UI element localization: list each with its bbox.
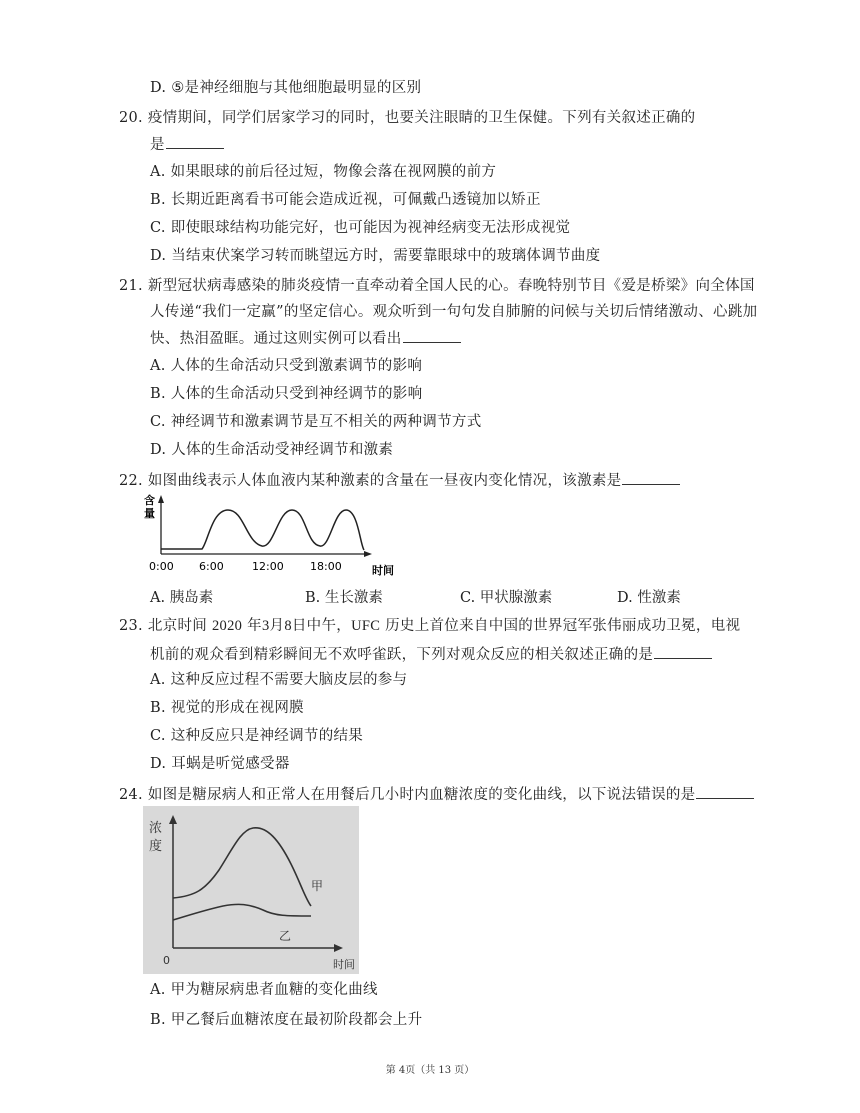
y-axis-arrow — [158, 495, 164, 503]
q23-option-b: B. 视觉的形成在视网膜 — [150, 700, 304, 716]
tick-12: 12:00 — [252, 560, 284, 573]
q23-stem-line1: 23. 北京时间 2020 年3月8日中午，UFC 历史上首位来自中国的世界冠军张伟丽成功卫冕，电视 — [119, 618, 741, 634]
q22-option-c: C. 甲状腺激素 — [460, 590, 553, 606]
q21-option-b: B. 人体的生命活动只受到神经调节的影响 — [150, 386, 423, 402]
q21-stem-line3: 快、热泪盈眶。通过这则实例可以看出 — [150, 328, 461, 349]
tick-18: 18:00 — [310, 560, 342, 573]
q23-stem-line2: 机前的观众看到精彩瞬间无不欢呼雀跃，下列对观众反应的相关叙述正确的是 — [150, 644, 712, 665]
x-axis-label: 时间 — [333, 958, 355, 971]
answer-blank — [166, 134, 224, 149]
y-axis-label-2: 量 — [144, 507, 155, 520]
q20-option-a: A. 如果眼球的前后径过短，物像会落在视网膜的前方 — [150, 164, 497, 180]
month: 3 — [261, 618, 270, 634]
answer-blank — [403, 328, 461, 343]
q22-option-a: A. 胰岛素 — [150, 590, 214, 606]
q22-stem: 22. 如图曲线表示人体血液内某种激素的含量在一昼夜内变化情况，该激素是 — [119, 470, 680, 491]
q24-option-a: A. 甲为糖尿病患者血糖的变化曲线 — [150, 982, 378, 998]
q22-option-b: B. 生长激素 — [305, 590, 383, 606]
q20-option-c: C. 即使眼球结构功能完好，也可能因为视神经病变无法形成视觉 — [150, 220, 571, 236]
scan-background — [143, 806, 359, 974]
answer-blank — [622, 470, 680, 485]
q21-option-c: C. 神经调节和激素调节是互不相关的两种调节方式 — [150, 414, 482, 430]
q20-option-b: B. 长期近距离看书可能会造成近视，可佩戴凸透镜加以矫正 — [150, 192, 541, 208]
tick-0: 0:00 — [149, 560, 174, 573]
y-axis-label-2: 度 — [149, 839, 163, 854]
q20-stem-line1: 20. 疫情期间，同学们居家学习的同时，也要关注眼睛的卫生保健。下列有关叙述正确的 — [119, 110, 696, 126]
q24-option-b: B. 甲乙餐后血糖浓度在最初阶段都会上升 — [150, 1012, 423, 1028]
q24-stem: 24. 如图是糖尿病人和正常人在用餐后几小时内血糖浓度的变化曲线，以下说法错误的是 — [119, 784, 754, 805]
q21-option-d: D. 人体的生命活动受神经调节和激素 — [150, 442, 394, 458]
year: 2020 — [212, 618, 243, 634]
answer-blank — [654, 644, 712, 659]
x-axis-arrow — [364, 551, 372, 557]
hormone-curve-figure — [142, 492, 412, 584]
x-axis-label: 时间 — [372, 564, 394, 577]
hormone-curve — [161, 510, 364, 550]
q21-option-a: A. 人体的生命活动只受到激素调节的影响 — [150, 358, 423, 374]
q23-option-c: C. 这种反应只是神经调节的结果 — [150, 728, 364, 744]
q23-option-a: A. 这种反应过程不需要大脑皮层的参与 — [150, 672, 408, 688]
q23-option-d: D. 耳蜗是听觉感受器 — [150, 756, 290, 772]
q19-option-d: D. ⑤是神经细胞与其他细胞最明显的区别 — [150, 80, 422, 96]
q20-stem-line2: 是 — [150, 134, 224, 155]
day: 8 — [284, 618, 292, 634]
page-footer: 第 4页（共 13 页） — [385, 1065, 475, 1076]
curve-yi-label: 乙 — [279, 929, 292, 943]
curve-jia-label: 甲 — [311, 879, 324, 893]
ufc: UFC — [351, 618, 381, 634]
y-axis-label-1: 含 — [144, 494, 155, 507]
answer-blank — [696, 784, 754, 799]
tick-6: 6:00 — [199, 560, 224, 573]
origin-label: 0 — [163, 954, 170, 967]
q22-option-d: D. 性激素 — [617, 590, 681, 606]
q21-stem-line2: 人传递“我们一定赢”的坚定信心。观众听到一句句发自肺腑的问候与关切后情绪激动、心跳加 — [150, 304, 758, 320]
q20-option-d: D. 当结束伏案学习转而眺望远方时，需要靠眼球中的玻璃体调节曲度 — [150, 248, 601, 264]
blood-sugar-figure — [143, 806, 359, 974]
y-axis-label-1: 浓 — [149, 821, 163, 836]
q21-stem-line1: 21. 新型冠状病毒感染的肺炎疫情一直牵动着全国人民的心。春晚特别节目《爱是桥梁》向全体国 — [119, 278, 755, 294]
